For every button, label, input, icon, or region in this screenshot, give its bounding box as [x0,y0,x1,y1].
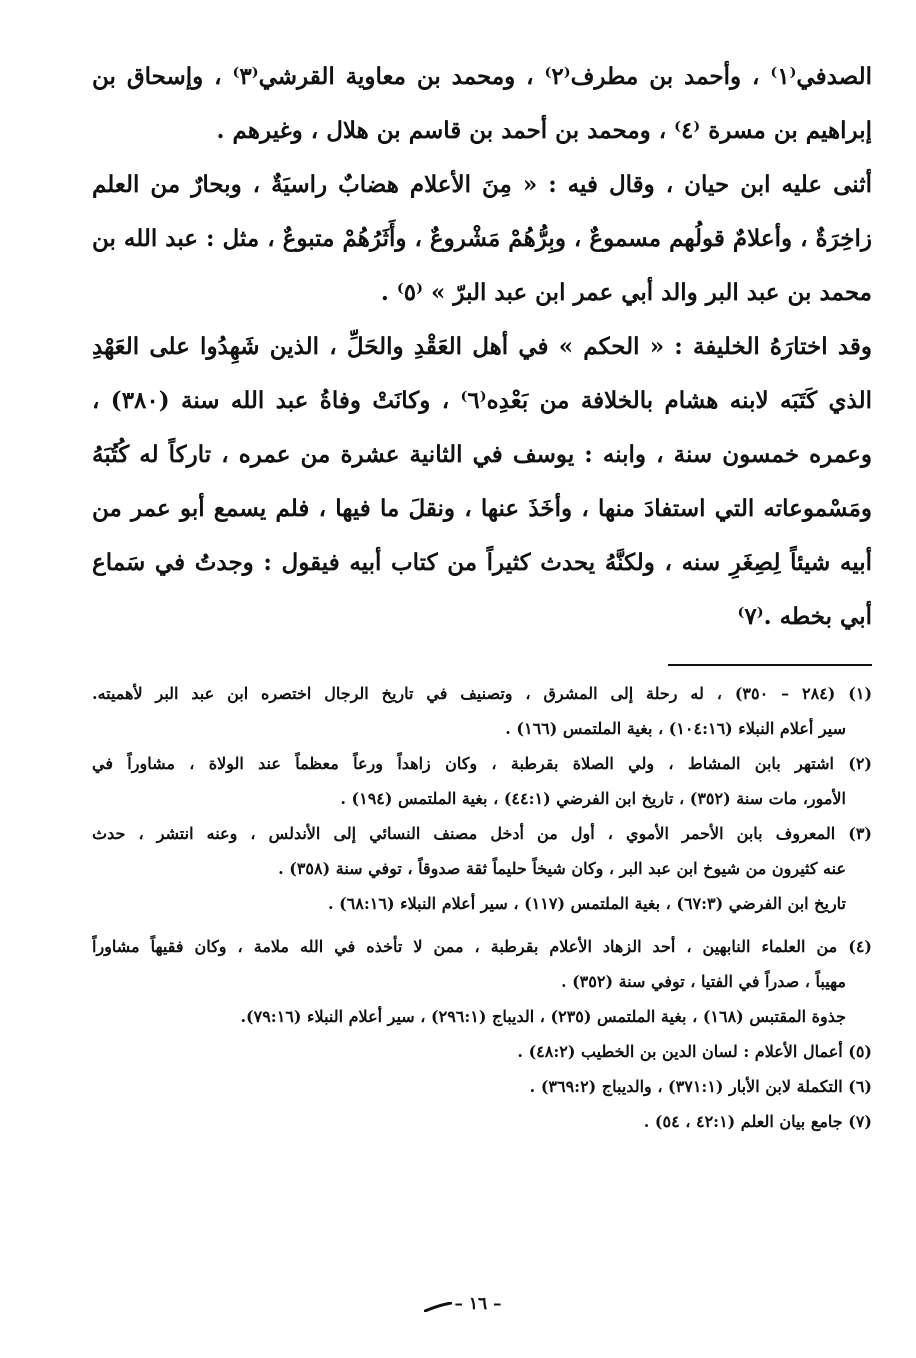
body-line: أبي بخطه .⁽٧⁾ [737,603,872,630]
body-line: الصدفي⁽١⁾ ، وأحمد بن مطرف⁽٢⁾ ، ومحمد بن معاوية القرشي⁽٣⁾ ، وإسحاق بن [92,63,872,90]
footnote-1-line: سير أعلام النبلاء (١٠٤:١٦) ، بغية الملتمس (١٦٦) . [505,719,846,738]
main-text [92,50,872,644]
body-line: إبراهيم بن مسرة ⁽٤⁾ ، ومحمد بن أحمد بن قاسم بن هلال ، وغيرهم . [216,117,872,144]
footnotes [92,676,872,1139]
footnote-5-line: (٥) أعمال الأعلام : لسان الدين بن الخطيب (٤٨:٢) . [517,1042,872,1061]
footnote-1-line: (١) (٢٨٤ – ٣٥٠) ، له رحلة إلى المشرق ، وتصنيف في تاريخ الرجال اختصره ابن عبد البر لأهميته. [92,684,872,703]
footnote-4-line: (٤) من العلماء النابهين ، أحد الزهاد الأعلام بقرطبة ، ممن لا تأخذه في الله ملامة ، وكان فقيهاً مشاوراً [92,937,872,956]
body-line: محمد بن عبد البر والد أبي عمر ابن عبد البرّ » ⁽٥⁾ . [380,279,872,306]
footnote-7-line: (٧) جامع بيان العلم (٤٢:١ ، ٥٤) . [643,1112,872,1131]
body-line: الذي كَتَبَه لابنه هشام بالخلافة من بَعْدِه⁽٦⁾ ، وكانَتْ وفاةُ عبد الله سنة (٣٨٠) ، [92,387,872,414]
body-line: وقد اختارَهُ الخليفة : « الحكم » في أهل العَقْدِ والحَلِّ ، الذين شَهِدُوا على العَهْدِ [92,333,872,360]
footnote-4-line: مهيباً ، صدراً في الفتيا ، توفي سنة (٣٥٢) . [560,972,846,991]
body-line: وعمره خمسون سنة ، وابنه : يوسف في الثانية عشرة من عمره ، تاركاً له كُتُبَهُ [92,441,872,468]
body-line: أثنى عليه ابن حيان ، وقال فيه : « مِنَ الأعلام هضابٌ راسيَةٌ ، وبحارٌ من العلم [92,171,872,198]
footnote-4-line: جذوة المقتبس (١٦٨) ، بغية الملتمس (٢٣٥) ، الديباج (٢٩٦:١) ، سير أعلام النبلاء (٧٩:١٦). [240,1007,846,1026]
footnote-2-line: (٢) اشتهر بابن المشاط ، ولي الصلاة بقرطبة ، وكان زاهداً ورعاً معظماً عند الولاة ، مشاوراً في [92,754,872,773]
footnote-separator [668,664,872,666]
footnote-3-line: (٣) المعروف بابن الأحمر الأموي ، أول من أدخل مصنف النسائي إلى الأندلس ، وعنه انتشر ، حدث [92,824,872,843]
body-line: ومَسْموعاته التي استفادَ منها ، وأخَذَ عنها ، ونقلَ ما فيها ، فلم يسمع أبو عمر من [92,495,872,522]
body-line: أبيه شيئاً لِصِغَرِ سنه ، ولكنَّهُ يحدث كثيراً من كتاب أبيه فيقول : وجدتُ في سَماع [92,549,872,576]
footnote-3-line: عنه كثيرون من شيوخ ابن عبد البر ، وكان شيخاً حليماً ثقة صدوقاً ، توفي سنة (٣٥٨) . [278,859,846,878]
footnote-3-line: تاريخ ابن الفرضي (٦٧:٣) ، بغية الملتمس (١١٧) ، سير أعلام النبلاء (٦٨:١٦) . [327,894,846,913]
footnote-2-line: الأمور، مات سنة (٣٥٢) ، تاريخ ابن الفرضي (٤٤:١) ، بغية الملتمس (١٩٤) . [340,789,846,808]
page-number-text: – ١٦ – [454,1294,502,1314]
page-number [0,1292,916,1316]
body-line: زاخِرَةٌ ، وأعلامٌ قولُهم مسموعٌ ، وبِرُّهُمْ مَشْروعٌ ، وأَثَرُهُمْ متبوعٌ ، مثل : عبد الله بن [92,225,872,252]
footnote-6-line: (٦) التكملة لابن الأبار (٣٧١:١) ، والديباج (٣٦٩:٢) . [529,1077,872,1096]
